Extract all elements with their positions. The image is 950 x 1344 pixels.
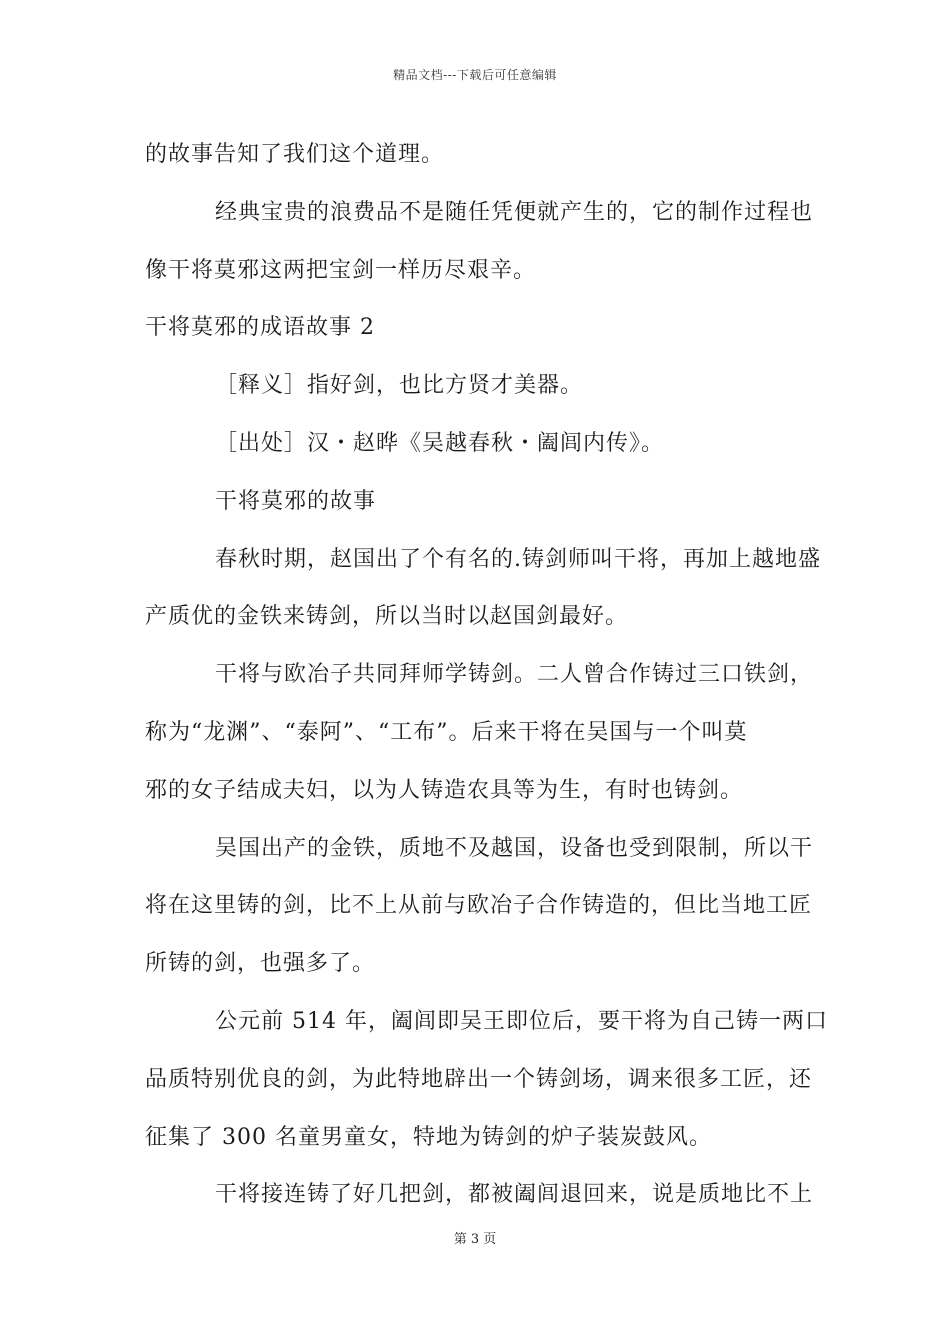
definition-line: ［释义］指好剑，也比方贤才美器。 bbox=[215, 373, 584, 399]
paragraph-line: 经典宝贵的浪费品不是随任凭便就产生的，它的制作过程也 bbox=[215, 199, 814, 225]
paragraph-line: 邪的女子结成夫妇，以为人铸造农具等为生，有时也铸剑。 bbox=[145, 777, 744, 803]
paragraph-line: 公元前 514 年，阖闾即吴王即位后，要干将为自己铸一两口 bbox=[215, 1008, 828, 1034]
paragraph-line: 吴国出产的金铁，质地不及越国，设备也受到限制，所以干 bbox=[215, 835, 814, 861]
paragraph-line: 所铸的剑，也强多了。 bbox=[145, 951, 376, 977]
paragraph-line: 品质特别优良的剑，为此特地辟出一个铸剑场，调来很多工匠，还 bbox=[145, 1066, 813, 1092]
source-line: ［出处］汉・赵晔《吴越春秋・阖闾内传》。 bbox=[215, 430, 665, 456]
document-body bbox=[145, 126, 828, 1224]
paragraph-line: 的故事告知了我们这个道理。 bbox=[145, 142, 445, 167]
page-header: 精品文档---下载后可任意编辑 bbox=[393, 68, 557, 82]
paragraph-line: 征集了 300 名童男童女，特地为铸剑的炉子装炭鼓风。 bbox=[145, 1124, 712, 1150]
section-heading: 干将莫邪的成语故事 2 bbox=[145, 315, 375, 341]
paragraph-line: 将在这里铸的剑，比不上从前与欧冶子合作铸造的，但比当地工匠 bbox=[145, 893, 813, 919]
paragraph-line: 产质优的金铁来铸剑，所以当时以赵国剑最好。 bbox=[145, 604, 629, 630]
paragraph-line: 称为“龙渊”、“泰阿”、“工布”。后来干将在吴国与一个叫莫 bbox=[145, 719, 748, 745]
paragraph-line: 春秋时期，赵国出了个有名的.铸剑师叫干将，再加上越地盛 bbox=[215, 546, 821, 572]
paragraph-line: 干将与欧冶子共同拜师学铸剑。二人曾合作铸过三口铁剑， bbox=[215, 662, 814, 688]
paragraph-line: 像干将莫邪这两把宝剑一样历尽艰辛。 bbox=[145, 257, 537, 283]
page-number: 第 3 页 bbox=[453, 1232, 497, 1247]
subsection-heading: 干将莫邪的故事 bbox=[215, 488, 377, 514]
paragraph-line: 干将接连铸了好几把剑，都被阖闾退回来，说是质地比不上 bbox=[215, 1182, 814, 1208]
